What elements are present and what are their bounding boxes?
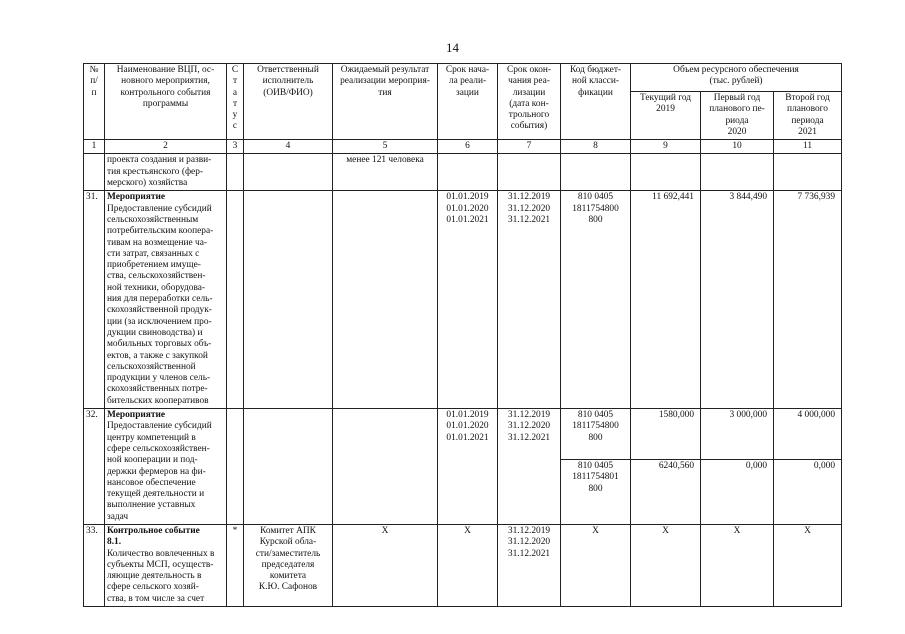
- row-32-b-amount-2019: 6240,560: [631, 460, 701, 525]
- table-row-32: [84, 409, 842, 460]
- row-33-amount-2021: X: [774, 524, 842, 606]
- row-32-text: Предоставление субсидий центру компетенций в сфере сельскохозяйствен- ной кооперации и под- держки фермеров на фи- нансовое обеспечение текущей деятельности и выполнение уставных задач: [107, 421, 212, 522]
- column-number: 7: [498, 140, 561, 154]
- row-32-b-amount-2020: 0,000: [701, 460, 774, 525]
- table-row-31: [84, 191, 842, 409]
- column-number: 3: [227, 140, 244, 154]
- row-32-a-amount-2019: 1580,000: [631, 409, 701, 460]
- column-number: 2: [105, 140, 227, 154]
- header-name: Наименование ВЦП, ос- новного мероприятия, контрольного события программы: [105, 64, 227, 140]
- row-33-number: 33.: [84, 524, 105, 606]
- row-32-a-amount-2020: 3 000,000: [701, 409, 774, 460]
- row-33-start: X: [438, 524, 498, 606]
- row-32-b-amount-2021: 0,000: [774, 460, 842, 525]
- row-33-amount-2019: X: [631, 524, 701, 606]
- row-33-end-dates: 31.12.2019 31.12.2020 31.12.2021: [498, 524, 561, 606]
- row-32-end-dates: 31.12.2019 31.12.2020 31.12.2021: [498, 409, 561, 525]
- row-31-text: Предоставление субсидий сельскохозяйственным потребительским коопера- тивам на возмещение ча- сти затрат, связанных с приобретением имуще- ства, сельскохозяйствен- ной техники, оборудова- ния для переработки сель- скохозяйственной продук- ции (за исключением про- дукции свиноводства) и мобильных торговых объ- ектов, а также с закупкой сельскохозяйственной продукции у членов сель- скохозяйственных потре- бительских кооперативов: [107, 203, 214, 406]
- row-31-end-dates: 31.12.2019 31.12.2020 31.12.2021: [498, 191, 561, 409]
- row-33-title: Контрольное событие 8.1.: [107, 525, 200, 548]
- row-33-expected-result: X: [333, 524, 438, 606]
- table-row-33: [84, 524, 842, 606]
- column-number: 8: [561, 140, 631, 154]
- column-number: 11: [774, 140, 842, 154]
- column-number: 5: [333, 140, 438, 154]
- row-31-amount-2021: 7 736,939: [774, 191, 842, 409]
- header-year-2021: Второй год планового периода 2021: [774, 92, 842, 140]
- header-num: № п/ п: [84, 64, 105, 140]
- column-number: 10: [701, 140, 774, 154]
- row-31-amount-2019: 11 692,441: [631, 191, 701, 409]
- header-start-date: Срок нача- ла реали- зации: [438, 64, 498, 140]
- row-31-budget-code: 810 0405 1811754800 800: [561, 191, 631, 409]
- row-31-amount-2020: 3 844,490: [701, 191, 774, 409]
- header-expected-result: Ожидаемый результат реализации мероприя- тия: [333, 64, 438, 140]
- row-33-amount-2020: X: [701, 524, 774, 606]
- continuation-name: проекта создания и разви- тия крестьянского (фер- мерского) хозяйства: [105, 154, 227, 191]
- header-year-2019: Текущий год 2019: [631, 92, 701, 140]
- row-32-number: 32.: [84, 409, 105, 525]
- table-row-continuation: [84, 154, 842, 191]
- column-number: 1: [84, 140, 105, 154]
- row-33-status: *: [227, 524, 244, 606]
- header-responsible: Ответственный исполнитель (ОИВ/ФИО): [244, 64, 333, 140]
- column-number: 9: [631, 140, 701, 154]
- row-31-start-dates: 01.01.2019 01.01.2020 01.01.2021: [438, 191, 498, 409]
- header-end-date: Срок окон- чания реа- лизации (дата кон- трольного события): [498, 64, 561, 140]
- row-32-budget-code-a: 810 0405 1811754800 800: [561, 409, 631, 460]
- row-33-text: Количество вовлеченных в субъекты МСП, осуществ- ляющие деятельность в сфере сельского хозяй- ства, в том числе за счет: [107, 548, 215, 604]
- row-32-budget-code-b: 810 0405 1811754801 800: [561, 460, 631, 525]
- column-number-row: [84, 140, 842, 154]
- row-32-start-dates: 01.01.2019 01.01.2020 01.01.2021: [438, 409, 498, 525]
- header-status: С т а т у с: [227, 64, 244, 140]
- row-31-title: Мероприятие: [107, 192, 166, 203]
- row-33-responsible: Комитет АПК Курской обла- сти/заместитель председателя комитета К.Ю. Сафонов: [244, 524, 333, 606]
- row-32-title: Мероприятие: [107, 410, 166, 421]
- row-32-a-amount-2021: 4 000,000: [774, 409, 842, 460]
- header-resources: Объем ресурсного обеспечения (тыс. рублей): [631, 64, 842, 92]
- row-33-budget-code: X: [561, 524, 631, 606]
- header-budget-code: Код бюджет- ной класси- фикации: [561, 64, 631, 140]
- column-number: 4: [244, 140, 333, 154]
- page-number: 14: [446, 40, 459, 55]
- resource-table: [83, 63, 842, 607]
- row-31-number: 31.: [84, 191, 105, 409]
- continuation-expected-result: менее 121 человека: [333, 154, 438, 191]
- column-number: 6: [438, 140, 498, 154]
- header-year-2020: Первый год планового пе- риода 2020: [701, 92, 774, 140]
